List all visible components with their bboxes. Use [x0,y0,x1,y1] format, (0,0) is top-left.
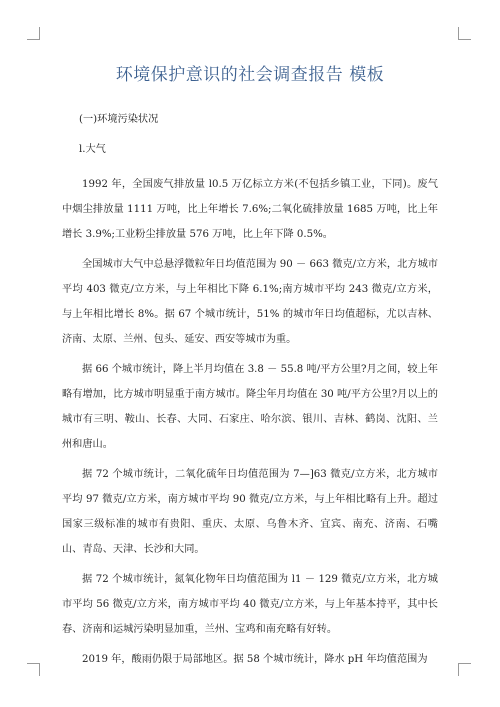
document-body [62,112,438,677]
section-heading: (一)环境污染状况 [79,114,159,125]
page-corner-mark-bottom-right [458,663,471,676]
page-corner-mark-top-left [27,27,40,40]
page-corner-mark-top-right [458,27,471,40]
sub-heading: l.大气 [79,144,106,155]
paragraph-6: 2019 年，酸雨仍限于局部地区。据 58 个城市统计，降水 pH 年均值范围为 [82,654,428,665]
paragraph-3: 据 66 个城市统计，降上半月均值在 3.8 － 55.8 吨/平方公里?月之间，较上年略有增加，比方城市明显重于南方城市。降尘年月均值在 30 吨/平方公里?月以上的城市有三明、鞍山、长春、大同、石家庄、哈尔滨、银川、吉林、鹤岗、沈阳、兰州和唐山。 [62,364,438,450]
page-corner-mark-bottom-left [27,663,40,676]
paragraph-1: 1992 年，全国废气排放量 l0.5 万亿标立方米(不包括乡镇工业，下同)。废气中烟尘排放量 1111 万吨，比上年增长 7.6%;二氧化硫排放量 1685 万吨，比上年增长 3.9%;工业粉尘排放量 576 万吨，比上年下降 0.5%。 [62,179,438,240]
page-title: 环境保护意识的社会调查报告 模板 [115,65,385,85]
paragraph-4: 据 72 个城市统计，二氧化硫年日均值范围为 7—]63 微克/立方米，北方城市平均 97 微克/立方米，南方城市平均 90 微克/立方米，与上年相比略有上升。超过国家三级标准的城市有贵阳、重庆、太原、乌鲁木齐、宜宾、南充、济南、石嘴山、青岛、天津、长沙和大同。 [62,469,438,555]
paragraph-2: 全国城市大气中总悬浮微粒年日均值范围为 90 － 663 微克/立方米，北方城市平均 403 微克/立方米，与上年相比下降 6.1%;南方城市平均 243 微克/立方米，与上年相比增长 8%。据 67 个城市统计，51% 的城市年日均值超标，尤以吉林、济南、太原、兰州、包头、延安、西安等城市为重。 [62,259,438,345]
paragraph-5: 据 72 个城市统计，氮氧化物年日均值范围为 l1 － 129 微克/立方米，北方城市平均 56 微克/立方米，南方城市平均 40 微克/立方米，与上年基本持平，其中长春、济南和运城污染明显加重，兰州、宝鸡和南充略有好转。 [62,574,438,635]
